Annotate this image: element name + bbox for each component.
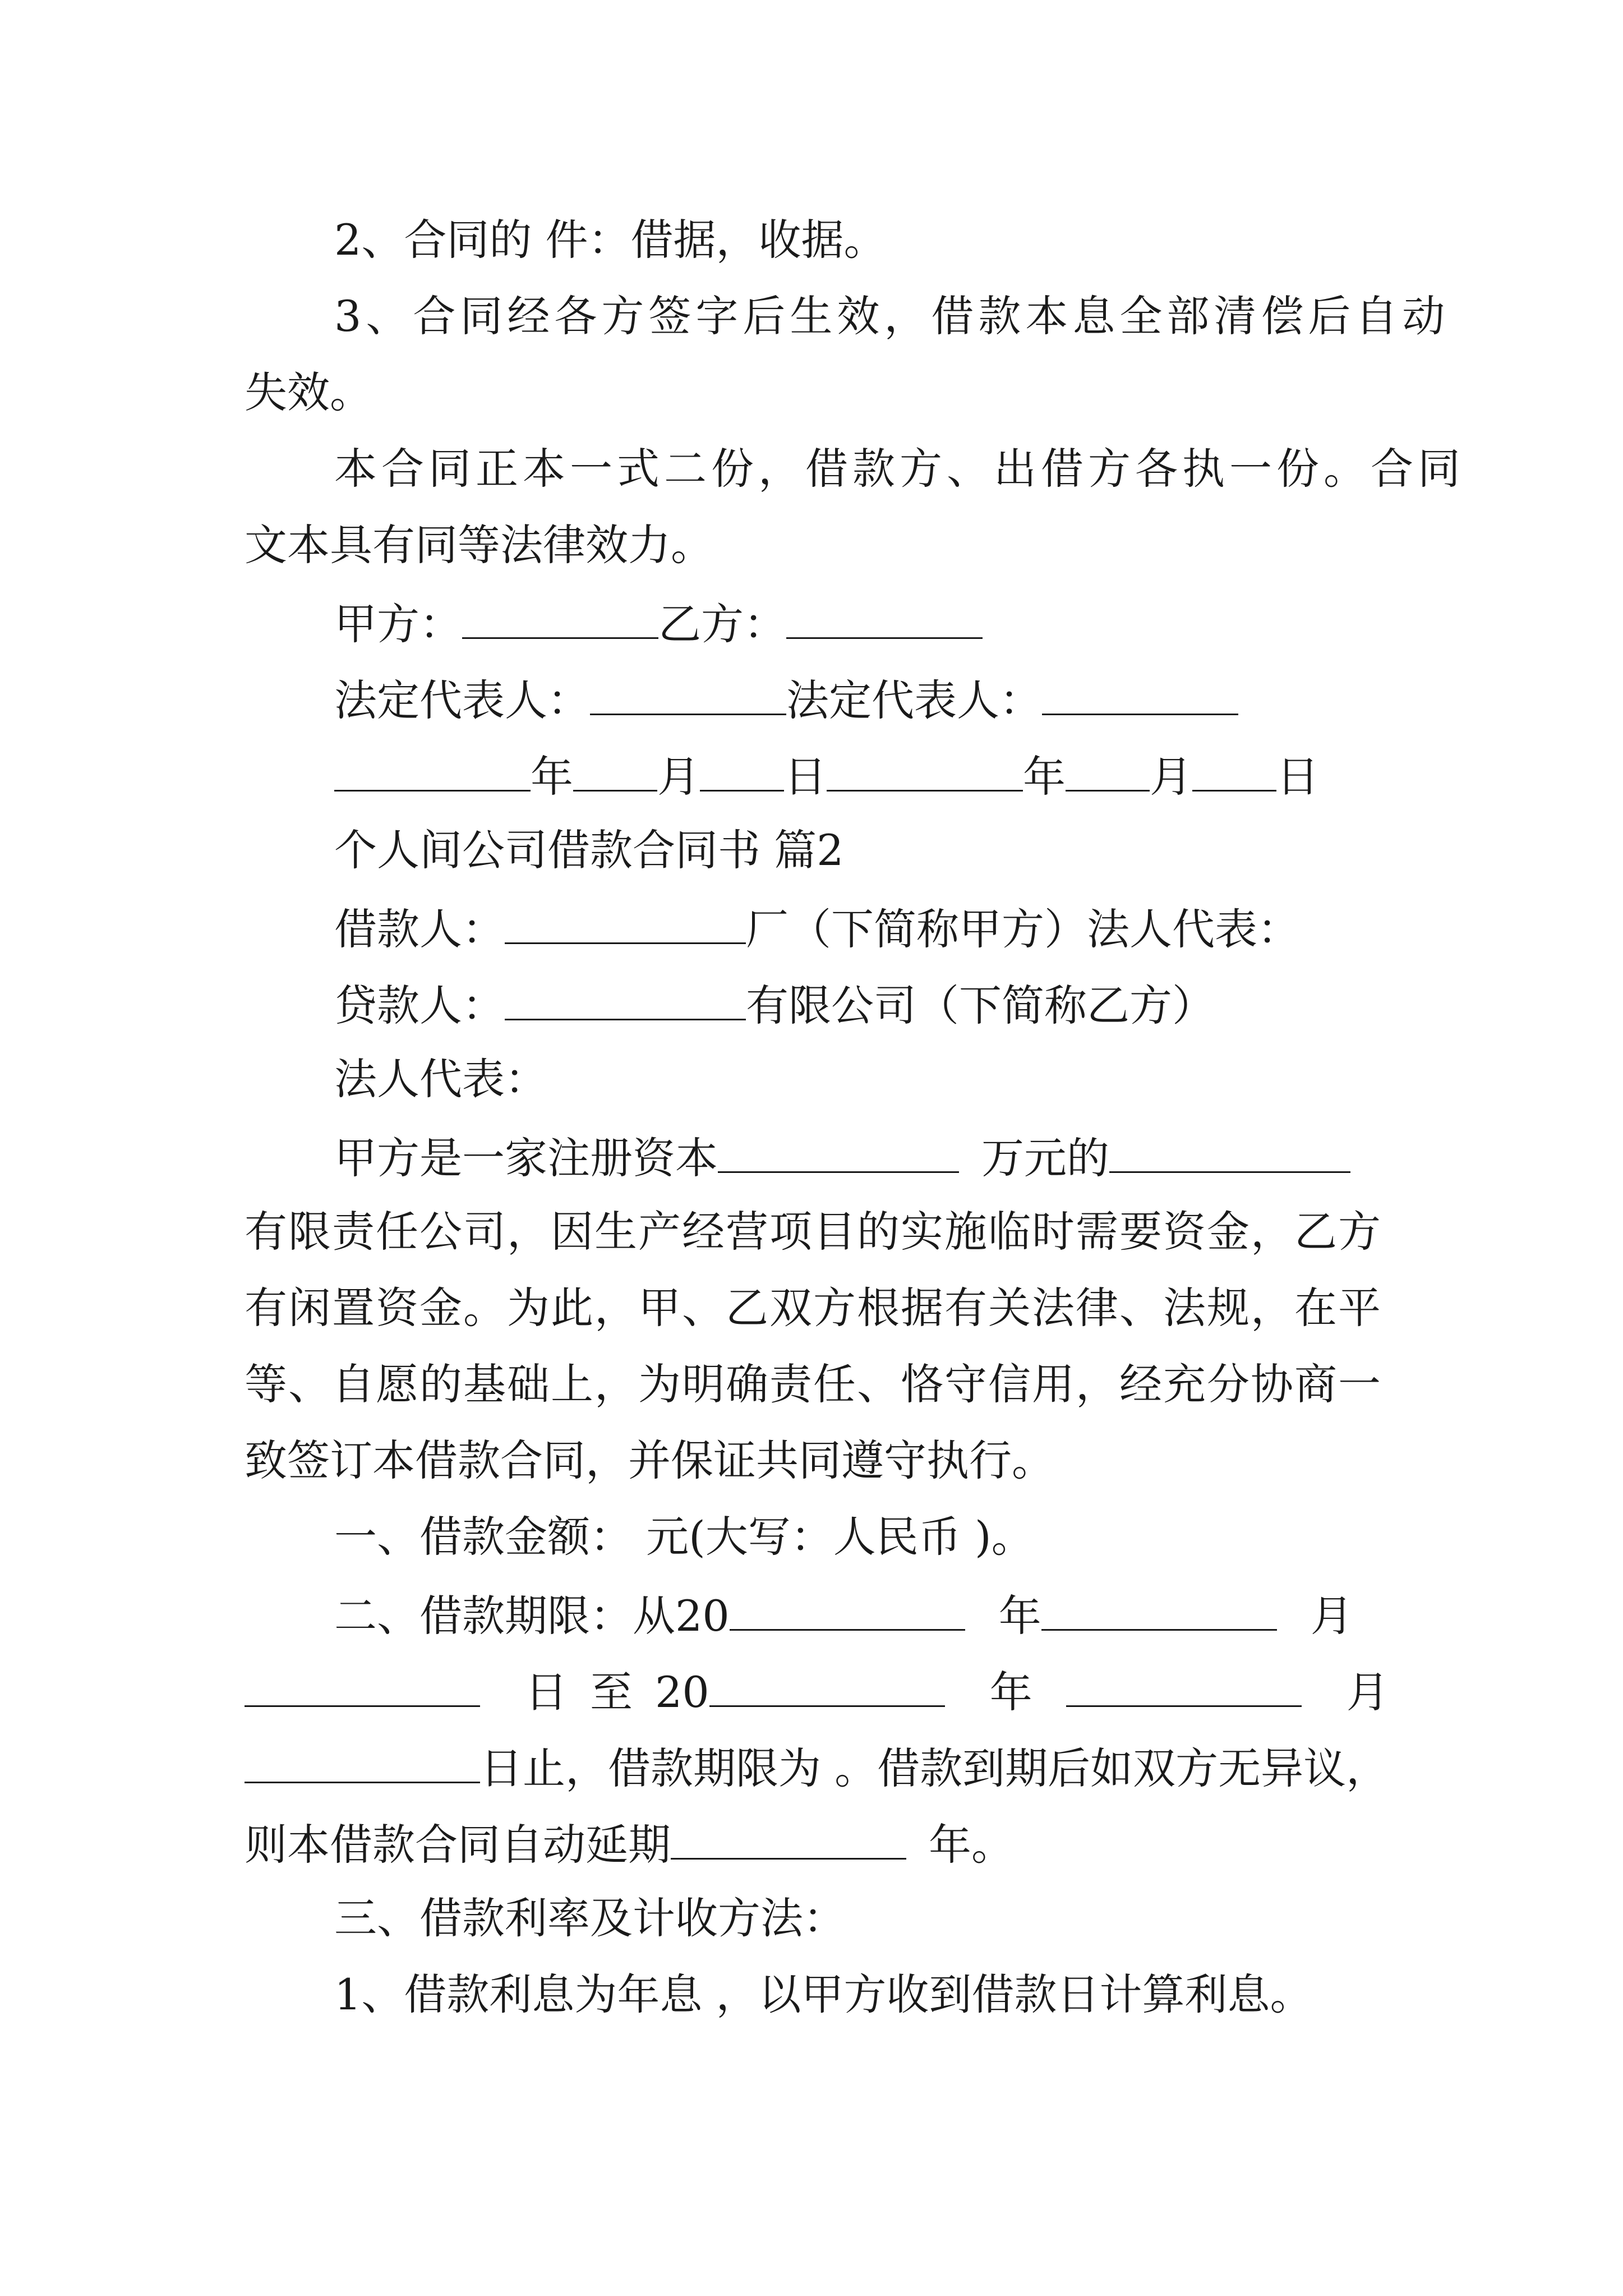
lender-suffix: 有限公司（下简称乙方） <box>746 981 1215 1030</box>
company-blank[interactable] <box>1109 1128 1350 1173</box>
rate-line-1: 1、借款利息为年息 ，以甲方收到借款日计算利息。 <box>334 1970 1313 2019</box>
date-b-year-label: 年 <box>1023 752 1066 802</box>
section-title: 个人间公司借款合同书 篇2 <box>334 825 844 875</box>
date-a-year-label: 年 <box>531 752 573 802</box>
lender-label: 贷款人： <box>334 981 505 1030</box>
term-line-1 <box>334 1585 1353 1641</box>
date-b-year-blank[interactable] <box>827 746 1023 792</box>
intro-line-3: 有闲置资金。为此，甲、乙双方根据有关法律、法规，在平 <box>245 1283 1382 1333</box>
rep-b-blank[interactable] <box>1042 670 1238 715</box>
amount-line: 一、借款金额： 元(大写：人民币 )。 <box>334 1512 1034 1562</box>
extension-blank[interactable] <box>671 1814 906 1860</box>
attachments-line: 2、合同的 件：借据，收据。 <box>334 215 887 265</box>
borrower-label: 借款人： <box>334 904 505 954</box>
party-a-blank[interactable] <box>462 593 658 639</box>
term-start-year-blank[interactable] <box>730 1585 965 1631</box>
effect-line-2: 失效。 <box>245 367 372 417</box>
intro-1b: 万元的 <box>981 1133 1109 1183</box>
copies-line-1: 本合同正本一式二份，借款方、出借方各执一份。合同 <box>334 444 1465 494</box>
rep-b-label: 法定代表人： <box>786 675 1042 725</box>
date-a-year-blank[interactable] <box>334 746 531 792</box>
intro-1a: 甲方是一家注册资本 <box>334 1133 718 1183</box>
party-a-label: 甲方： <box>334 599 462 649</box>
term-2b: 20 <box>655 1667 709 1717</box>
term-line-2 <box>245 1662 1389 1718</box>
capital-blank[interactable] <box>718 1128 959 1173</box>
term-4b: 年。 <box>929 1820 1014 1870</box>
dates-line <box>334 746 1319 802</box>
term-end-year-blank[interactable] <box>709 1662 945 1707</box>
term-line-3 <box>245 1738 1389 1794</box>
intro-line-1 <box>334 1128 1350 1184</box>
date-b-day-label: 日 <box>1276 752 1319 802</box>
date-a-day-blank[interactable] <box>700 746 784 792</box>
term-start-month-blank[interactable] <box>1041 1585 1277 1631</box>
lender-blank[interactable] <box>505 975 746 1020</box>
term-1b: 年 <box>998 1591 1041 1641</box>
term-end-day-blank[interactable] <box>245 1738 480 1783</box>
term-end-month-blank[interactable] <box>1066 1662 1302 1707</box>
term-1a: 二、借款期限：从20 <box>334 1591 730 1641</box>
term-start-day-blank[interactable] <box>245 1662 480 1707</box>
intro-line-5: 致签订本借款合同，并保证共同遵守执行。 <box>245 1435 1054 1485</box>
term-1c: 月 <box>1310 1591 1353 1641</box>
date-b-month-blank[interactable] <box>1066 746 1150 792</box>
rep-a-label: 法定代表人： <box>334 675 590 725</box>
date-a-day-label: 日 <box>784 752 827 802</box>
rep-a-blank[interactable] <box>590 670 786 715</box>
rate-title: 三、借款利率及计收方法： <box>334 1893 846 1943</box>
term-4a: 则本借款合同自动延期 <box>245 1820 671 1870</box>
borrower-line <box>334 899 1300 955</box>
party-b-blank[interactable] <box>786 593 983 639</box>
parties-line <box>334 593 983 650</box>
effect-text-1: 3、合同经各方签字后生效，借款本息全部清偿后自动 <box>334 291 1450 341</box>
date-b-day-blank[interactable] <box>1192 746 1276 792</box>
date-a-month-label: 月 <box>657 752 700 802</box>
term-2d: 月 <box>1346 1667 1389 1717</box>
term-3: 日止，借款期限为 。借款到期后如双方无异议， <box>480 1743 1389 1793</box>
legal-rep-line: 法人代表： <box>334 1054 547 1104</box>
lender-line <box>334 975 1215 1031</box>
date-b-month-label: 月 <box>1150 752 1192 802</box>
intro-line-4: 等、自愿的基础上，为明确责任、恪守信用，经充分协商一 <box>245 1359 1382 1409</box>
party-b-label: 乙方： <box>658 599 786 649</box>
borrower-suffix: 厂（下简称甲方）法人代表： <box>746 904 1300 954</box>
term-line-4 <box>245 1814 1014 1870</box>
term-2a: 日至 <box>525 1667 655 1717</box>
copies-line-2: 文本具有同等法律效力。 <box>245 520 713 570</box>
intro-line-2: 有限责任公司，因生产经营项目的实施临时需要资金，乙方 <box>245 1207 1382 1257</box>
term-2c: 年 <box>989 1667 1032 1717</box>
date-a-month-blank[interactable] <box>573 746 657 792</box>
borrower-blank[interactable] <box>505 899 746 944</box>
effect-line-1 <box>334 288 1450 344</box>
representatives-line <box>334 670 1238 726</box>
